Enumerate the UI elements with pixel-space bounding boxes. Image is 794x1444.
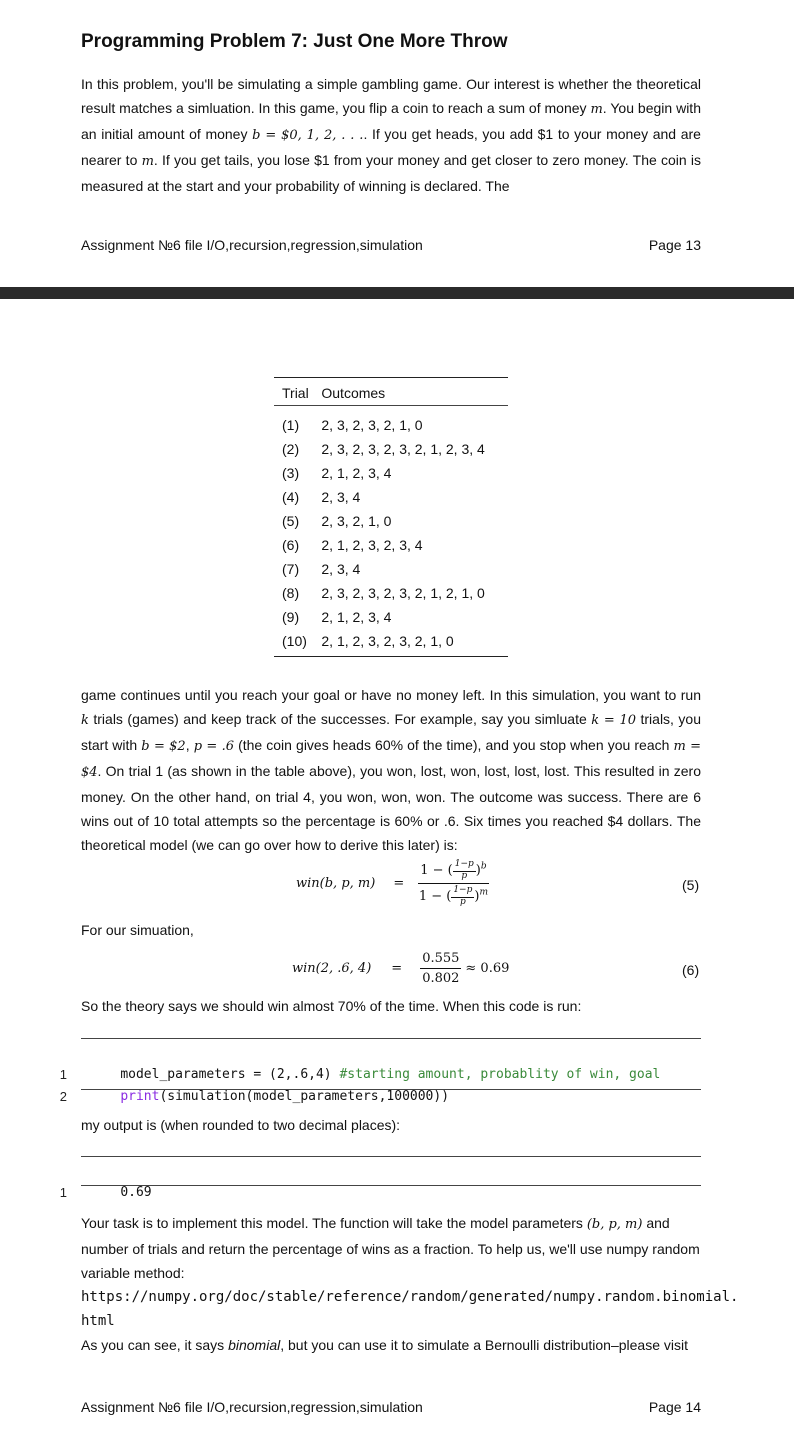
table-row: (2) 2, 3, 2, 3, 2, 3, 2, 1, 2, 3, 4: [282, 441, 485, 457]
footer-assignment: Assignment №6 file I/O,recursion,regression,simulation: [81, 237, 423, 253]
output-label: my output is (when rounded to two decimal places):: [81, 1117, 401, 1133]
table-row: (7) 2, 3, 4: [282, 561, 361, 577]
page-footer-14: [81, 1399, 701, 1415]
footer-assignment: Assignment №6 file I/O,recursion,regression,simulation: [81, 1399, 423, 1415]
problem-title: Programming Problem 7: Just One More Throw: [81, 31, 508, 52]
outcomes-table: [274, 377, 508, 656]
code-line: 1 model_parameters = (2,.6,4) #starting amount, probablity of win, goal: [59, 1067, 661, 1082]
table-row: (3) 2, 1, 2, 3, 4: [282, 465, 392, 481]
footer-page-number: Page 14: [648, 1399, 701, 1415]
table-header-row: [274, 377, 508, 406]
table-row: (6) 2, 1, 2, 3, 2, 3, 4: [282, 537, 423, 553]
table-row: (5) 2, 3, 2, 1, 0: [282, 513, 392, 529]
intro-paragraph: In this problem, you'll be simulating a simple gambling game. Our interest is whether the theoretical result matches a simluation. In this game, you flip a coin to reach a sum of money m. You begin with an initial amount of money b = $0, 1, 2, . . .. If you get heads, you add $1 to your money and are nearer to m. If you get tails, you lose $1 from your money and get closer to zero money. The coin is measured at the start and your probability of winning is declared. The: [81, 76, 701, 194]
table-row: (10) 2, 1, 2, 3, 2, 3, 2, 1, 0: [282, 633, 454, 649]
theory-sentence: So the theory says we should win almost 70% of the time. When this code is run:: [81, 998, 582, 1014]
table-row: (4) 2, 3, 4: [282, 489, 361, 505]
page-footer-13: [81, 237, 701, 253]
code-line: 2 print(simulation(model_parameters,100000)): [59, 1089, 450, 1104]
table-row: (8) 2, 3, 2, 3, 2, 3, 2, 1, 2, 1, 0: [282, 585, 485, 601]
numpy-link[interactable]: https://numpy.org/doc/stable/reference/random/generated/numpy.random.binomial.: [81, 1289, 739, 1305]
for-simulation-label: For our simuation,: [81, 922, 194, 938]
equation-6: win(2, .6, 4) = $\frac{0.555}{0.802}$ ≈ 0.69: [292, 951, 510, 986]
page-divider: [0, 287, 794, 299]
equation-6-number: (6): [682, 962, 700, 978]
table-bottom-rule: [274, 656, 508, 657]
code-line: 1 0.69: [59, 1185, 152, 1200]
equation-5-number: (5): [682, 877, 700, 893]
code-block-simulation: [59, 1038, 701, 1104]
code-block-output: [59, 1156, 701, 1200]
task-paragraph: Your task is to implement this model. The function will take the model parameters (b, p, m) and number of trials and return the percentage of wins as a fraction. To help us, we'll use numpy random variable method: https://numpy.org/doc/stable/reference/random/generated/numpy.random.binomial. html As you can see, it says binomial, but you can use it to simulate a Bernoulli distribution–please visit: [81, 1215, 739, 1353]
column-header-trial: Trial: [274, 377, 313, 406]
simulation-paragraph: game continues until you reach your goal or have no money left. In this simulation, you want to run k trials (games) and keep track of the successes. For example, say you simluate k = 10 trials, you start with b = $2, p = .6 (the coin gives heads 60% of the time), and you stop when you reach m = $4. On trial 1 (as shown in the table above), you won, lost, won, lost, lost, lost. This resulted in zero money. On the other hand, on trial 4, you won, won, won. The outcome was success. There are 6 wins out of 10 total attempts so the percentage is 60% or .6. Six times you reached $4 dollars. The theoretical model (we can go over how to derive this later) is:: [81, 687, 702, 853]
numpy-link-continued[interactable]: html: [81, 1313, 115, 1329]
table-row: (1) 2, 3, 2, 3, 2, 1, 0: [282, 417, 423, 433]
footer-page-number: Page 13: [648, 237, 701, 253]
equation-5: win(b, p, m) = 1 − ( $\frac{1-p}{p}$ )$^b$ 1 − ( $\frac{1-p}{p}$ )$^m$: [296, 859, 488, 907]
equation-5-fraction: 1 − ( $\frac{1-p}{p}$ )$^b$ 1 − ( $\frac{1-p}{p}$ )$^m$: [418, 859, 488, 907]
column-header-outcomes: Outcomes: [313, 377, 508, 406]
table-row: (9) 2, 1, 2, 3, 4: [282, 609, 392, 625]
